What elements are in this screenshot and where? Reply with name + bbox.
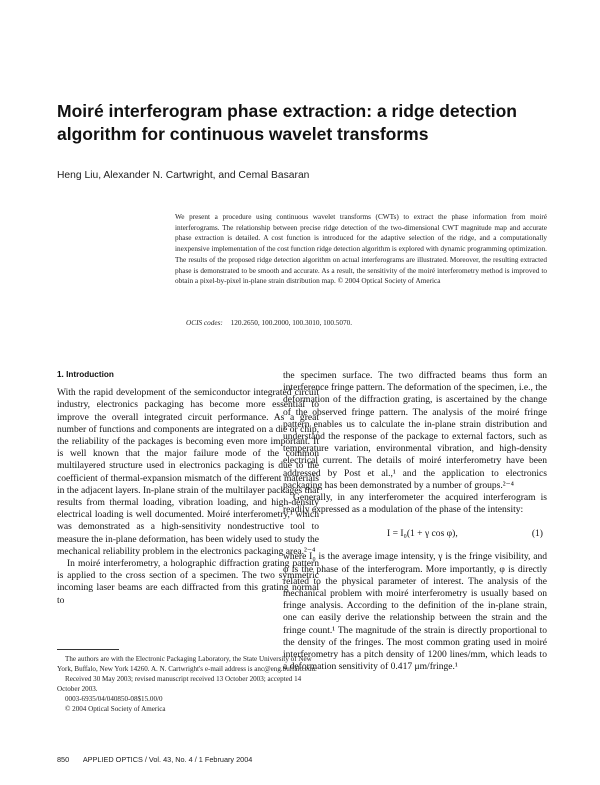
ocis-label: OCIS codes: — [186, 319, 223, 327]
author-list: Heng Liu, Alexander N. Cartwright, and Cemal Basaran — [57, 170, 310, 181]
section-heading: 1. Introduction — [57, 370, 114, 379]
page-footer — [57, 755, 252, 764]
footnote-affiliation: The authors are with the Electronic Packaging Laboratory, the State University of New York, Buffalo, New York 14260. A. N. Cartwright's e-mail address is anc@eng.buffalo.edu. — [57, 655, 317, 674]
footnote-received: Received 30 May 2003; revised manuscript received 13 October 2003; accepted 14 October 2003. — [57, 675, 302, 694]
paragraph: In moiré interferometry, a holographic diffraction grating pattern is applied to the cross section of a specimen. The two symmetric incoming laser beams are each diffracted from this grating normal to — [57, 558, 319, 606]
journal-citation: APPLIED OPTICS / Vol. 43, No. 4 / 1 February 2004 — [82, 755, 253, 764]
abstract: We present a procedure using continuous wavelet transforms (CWTs) to extract the phase information from moiré interferograms. The relationship between precise ridge detection of the two-dimensional CWT magnitude map and accurate phase extraction is detailed. A cost function is introduced for the adaptive selection of the ridge, and a computationally inexpensive implementation of the cost function ridge detection algorithm is explored with dynamic programming optimization. The results of the proposed ridge detection algorithm on actual interferograms are illustrated. Moreover, the resulting extracted phase is demonstrated to be smooth and accurate. As a result, the sensitivity of the moiré interferometry method is improved to obtain a pixel-by-pixel in-plane strain distribution map. © 2004 Optical Society of America — [175, 213, 547, 286]
footnote — [57, 654, 319, 715]
equation-expression: I = I₀(1 + γ cos φ), — [387, 528, 458, 540]
equation-1 — [283, 521, 547, 547]
footnote-code: 0003-6935/04/040850-08$15.00/0 — [65, 695, 163, 704]
page-number: 850 — [57, 755, 70, 764]
equation-number: (1) — [531, 528, 543, 540]
left-column — [57, 369, 319, 607]
ocis-codes — [186, 319, 352, 327]
paragraph: the specimen surface. The two diffracted beams thus form an interference fringe pattern. The deformation of the specimen, i.e., the deformation of the diffraction grating, is ascertained by the change of the observed fringe pattern. The analysis of the moiré fringe pattern enables us to calculate the in-plane strain distribution and understand the response of the package to external factors, such as temperature variation, environmental vibration, and high-density electrical current. The details of moiré interferometry have been addressed by Post et al.,¹ and the application to electronics packaging has been demonstrated by a number of groups.²⁻⁴ — [283, 370, 547, 491]
footnote-copyright: © 2004 Optical Society of America — [65, 705, 166, 714]
paragraph: With the rapid development of the semiconductor integrated circuit industry, electronics packaging has become more essential to improve the overall integrated circuit performance. As a great number of functions and components are integrated on a die or chip, the reliability of the packages is becoming even more important. It is well known that the major failure mode of the common multilayered structure used in electronics packaging is due to the coefficient of thermal-expansion mismatch of the different materials in the adjacent layers. In-plane strain of the multilayer packages that results from thermal loading, vibration loading, and high-density electrical loading is well documented. Moiré interferometry,¹ which was demonstrated as a high-sensitivity nondestructive tool to measure the in-plane deformation, has been widely used to study the mechanical reliability problem in the electronics packaging area.²⁻⁴ — [57, 387, 319, 557]
ocis-values: 120.2650, 100.2000, 100.3010, 100.5070. — [230, 319, 353, 327]
footnote-divider — [57, 649, 119, 650]
article-title: Moiré interferogram phase extraction: a ridge detection algorithm for continuous wavelet transforms — [57, 101, 517, 144]
paragraph: Generally, in any interferometer the acquired interferogram is readily expressed as a modulation of the phase of the intensity: — [283, 492, 547, 516]
right-column — [283, 370, 547, 673]
paragraph: where I₀ is the average image intensity, γ is the fringe visibility, and φ is the phase of the interferogram. More importantly, φ is directly related to the physical parameter of interest. The analysis of the mechanical problem with moiré interferometry is usually based on fringe analysis. According to the definition of the in-plane strain, one can easily derive the relationship between the strain and the fringe count.¹ The magnitude of the strain is directly proportional to the density of the fringes. The most common grating used in moiré interferometry has a pitch density of 1200 lines/mm, which leads to a deformation sensitivity of 0.417 μm/fringe.¹ — [283, 551, 547, 673]
